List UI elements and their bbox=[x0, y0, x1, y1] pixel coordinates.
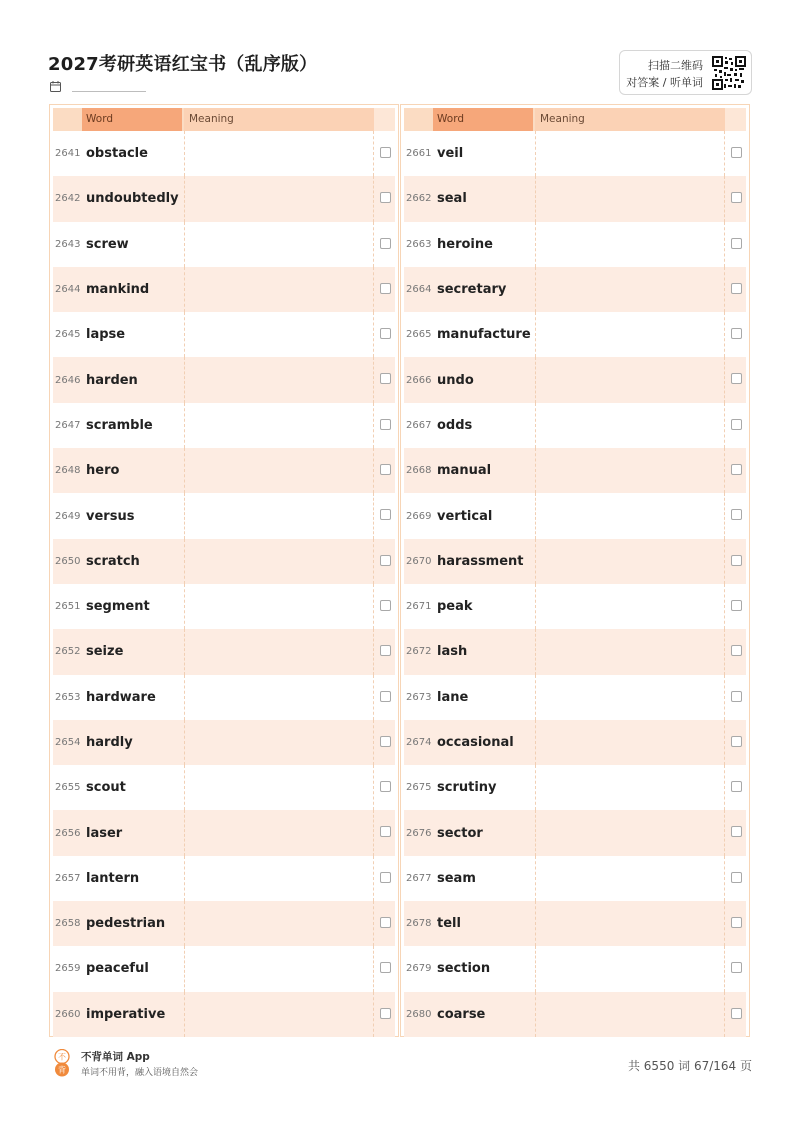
word-text: manual bbox=[437, 463, 492, 479]
word-number: 2665 bbox=[406, 329, 432, 341]
table-row bbox=[404, 267, 746, 312]
table-row bbox=[53, 810, 395, 855]
word-number: 2646 bbox=[55, 374, 81, 386]
header-number-cell bbox=[404, 108, 433, 131]
table-row bbox=[404, 901, 746, 946]
checkbox-icon[interactable] bbox=[380, 147, 391, 158]
word-number: 2673 bbox=[406, 691, 432, 703]
table-row bbox=[404, 675, 746, 720]
word-text: occasional bbox=[437, 735, 514, 750]
meaning-input[interactable] bbox=[184, 765, 374, 810]
checkbox-icon[interactable] bbox=[731, 509, 742, 520]
word-number: 2649 bbox=[55, 510, 81, 522]
table-row bbox=[404, 403, 746, 448]
table-row bbox=[53, 448, 395, 493]
checkbox-icon[interactable] bbox=[380, 917, 391, 928]
word-text: heroine bbox=[437, 236, 493, 252]
word-number: 2668 bbox=[406, 465, 432, 477]
checkbox-icon[interactable] bbox=[380, 1008, 391, 1019]
qr-answer-box[interactable] bbox=[619, 50, 752, 95]
word-number: 2658 bbox=[55, 918, 81, 930]
meaning-input[interactable] bbox=[535, 448, 725, 493]
meaning-input[interactable] bbox=[535, 720, 725, 765]
meaning-input[interactable] bbox=[184, 539, 374, 584]
meaning-input[interactable] bbox=[184, 810, 374, 855]
word-text: sector bbox=[437, 825, 483, 841]
meaning-input[interactable] bbox=[535, 856, 725, 901]
calendar-icon bbox=[50, 81, 61, 92]
svg-text:背: 背 bbox=[58, 1065, 66, 1075]
table-row bbox=[53, 675, 395, 720]
page-title: 2027考研英语红宝书（乱序版） bbox=[48, 54, 318, 75]
word-number: 2660 bbox=[55, 1008, 81, 1020]
word-text: seize bbox=[86, 644, 124, 660]
word-text: screw bbox=[86, 236, 129, 252]
word-number: 2670 bbox=[406, 555, 432, 567]
checkbox-icon[interactable] bbox=[731, 328, 742, 339]
word-text: imperative bbox=[86, 1006, 166, 1022]
word-number: 2650 bbox=[55, 555, 81, 567]
checkbox-icon[interactable] bbox=[380, 962, 391, 973]
meaning-input[interactable] bbox=[535, 493, 725, 538]
table-row bbox=[404, 584, 746, 629]
meaning-input[interactable] bbox=[184, 403, 374, 448]
header-word: Word bbox=[82, 108, 182, 131]
word-text: scout bbox=[86, 780, 126, 796]
word-text: vertical bbox=[437, 508, 493, 524]
word-number: 2656 bbox=[55, 827, 81, 839]
checkbox-icon[interactable] bbox=[731, 917, 742, 928]
header-meaning: Meaning bbox=[535, 108, 725, 131]
checkbox-icon[interactable] bbox=[380, 464, 391, 475]
table-row bbox=[404, 629, 746, 674]
meaning-input[interactable] bbox=[184, 312, 374, 357]
word-text: mankind bbox=[86, 282, 150, 298]
word-text: hero bbox=[86, 463, 120, 479]
meaning-input[interactable] bbox=[184, 856, 374, 901]
word-number: 2648 bbox=[55, 465, 81, 477]
checkbox-icon[interactable] bbox=[380, 509, 391, 520]
word-number: 2674 bbox=[406, 737, 432, 748]
table-row bbox=[53, 720, 395, 765]
word-number: 2654 bbox=[55, 737, 81, 748]
word-text: undo bbox=[437, 372, 474, 388]
word-number: 2645 bbox=[55, 329, 81, 341]
table-row bbox=[404, 539, 746, 584]
table-row bbox=[53, 629, 395, 674]
checkbox-icon[interactable] bbox=[731, 600, 742, 611]
checkbox-icon[interactable] bbox=[380, 283, 391, 294]
meaning-input[interactable] bbox=[184, 357, 374, 402]
meaning-input[interactable] bbox=[184, 901, 374, 946]
table-row bbox=[53, 992, 395, 1037]
table-row bbox=[53, 312, 395, 357]
word-number: 2655 bbox=[55, 782, 81, 794]
word-number: 2661 bbox=[406, 148, 432, 160]
footer-slogan: 单词不用背，融入语境自然会 bbox=[81, 1068, 199, 1078]
meaning-input[interactable] bbox=[184, 493, 374, 538]
meaning-input[interactable] bbox=[535, 901, 725, 946]
meaning-input[interactable] bbox=[184, 222, 374, 267]
checkbox-icon[interactable] bbox=[731, 192, 742, 203]
word-text: pedestrian bbox=[86, 916, 166, 932]
word-number: 2666 bbox=[406, 374, 432, 386]
checkbox-icon[interactable] bbox=[731, 781, 742, 792]
footer-app-name: 不背单词 App bbox=[81, 1051, 150, 1063]
table-row bbox=[53, 267, 395, 312]
word-number: 2644 bbox=[55, 284, 81, 296]
meaning-input[interactable] bbox=[184, 720, 374, 765]
table-row bbox=[404, 856, 746, 901]
meaning-input[interactable] bbox=[535, 312, 725, 357]
word-text: coarse bbox=[437, 1006, 486, 1022]
word-text: tell bbox=[437, 916, 461, 932]
meaning-input[interactable] bbox=[535, 267, 725, 312]
word-number: 2662 bbox=[406, 193, 432, 205]
word-table-left bbox=[49, 104, 399, 1037]
meaning-input[interactable] bbox=[184, 675, 374, 720]
table-row bbox=[404, 493, 746, 538]
table-row bbox=[53, 493, 395, 538]
word-text: obstacle bbox=[86, 146, 148, 162]
meaning-input[interactable] bbox=[535, 584, 725, 629]
checkbox-icon[interactable] bbox=[731, 373, 742, 384]
table-row bbox=[53, 901, 395, 946]
word-text: peak bbox=[437, 599, 473, 615]
word-number: 2677 bbox=[406, 872, 432, 884]
table-row bbox=[53, 765, 395, 810]
meaning-input[interactable] bbox=[535, 810, 725, 855]
table-row bbox=[404, 720, 746, 765]
word-number: 2664 bbox=[406, 284, 432, 296]
meaning-input[interactable] bbox=[184, 584, 374, 629]
table-row bbox=[53, 856, 395, 901]
meaning-input[interactable] bbox=[535, 675, 725, 720]
qr-caption-line2: 对答案 / 听单词 bbox=[626, 76, 703, 89]
qr-code-icon[interactable] bbox=[712, 56, 746, 90]
checkbox-icon[interactable] bbox=[731, 464, 742, 475]
word-text: seam bbox=[437, 870, 476, 886]
word-text: laser bbox=[86, 825, 123, 841]
checkbox-icon[interactable] bbox=[380, 238, 391, 249]
meaning-input[interactable] bbox=[184, 946, 374, 991]
checkbox-icon[interactable] bbox=[731, 419, 742, 430]
meaning-input[interactable] bbox=[535, 222, 725, 267]
word-text: harden bbox=[86, 372, 138, 388]
word-number: 2667 bbox=[406, 419, 432, 431]
word-number: 2653 bbox=[55, 691, 81, 703]
app-logo-icon bbox=[52, 1049, 72, 1077]
date-field[interactable] bbox=[50, 81, 146, 92]
qr-caption-line1: 扫描二维码 bbox=[648, 59, 703, 72]
word-number: 2679 bbox=[406, 963, 432, 975]
checkbox-icon[interactable] bbox=[731, 826, 742, 837]
header-number-cell bbox=[53, 108, 82, 131]
word-number: 2647 bbox=[55, 419, 81, 431]
checkbox-icon[interactable] bbox=[731, 555, 742, 566]
checkbox-icon[interactable] bbox=[731, 872, 742, 883]
word-number: 2659 bbox=[55, 963, 81, 975]
word-number: 2672 bbox=[406, 646, 432, 658]
word-text: veil bbox=[437, 146, 464, 162]
table-row bbox=[404, 946, 746, 991]
checkbox-icon[interactable] bbox=[380, 600, 391, 611]
checkbox-icon[interactable] bbox=[380, 645, 391, 656]
svg-text:不: 不 bbox=[58, 1052, 66, 1062]
table-row bbox=[404, 765, 746, 810]
meaning-input[interactable] bbox=[184, 629, 374, 674]
table-row bbox=[53, 403, 395, 448]
word-number: 2642 bbox=[55, 193, 81, 205]
meaning-input[interactable] bbox=[535, 946, 725, 991]
word-text: manufacture bbox=[437, 327, 531, 343]
word-text: lantern bbox=[86, 870, 140, 886]
qr-caption bbox=[626, 57, 703, 91]
header-check-cell bbox=[725, 108, 746, 131]
word-text: scratch bbox=[86, 553, 140, 569]
word-number: 2676 bbox=[406, 827, 432, 839]
checkbox-icon[interactable] bbox=[380, 555, 391, 566]
word-number: 2641 bbox=[55, 148, 81, 160]
checkbox-icon[interactable] bbox=[380, 781, 391, 792]
meaning-input[interactable] bbox=[184, 448, 374, 493]
table-row bbox=[53, 176, 395, 221]
word-number: 2663 bbox=[406, 238, 432, 250]
header-check-cell bbox=[374, 108, 395, 131]
word-number: 2678 bbox=[406, 918, 432, 930]
table-row bbox=[53, 357, 395, 402]
table-row bbox=[53, 946, 395, 991]
word-text: lash bbox=[437, 644, 468, 660]
table-row bbox=[404, 357, 746, 402]
meaning-input[interactable] bbox=[184, 131, 374, 176]
checkbox-icon[interactable] bbox=[380, 826, 391, 837]
word-table-right bbox=[400, 104, 750, 1037]
meaning-input[interactable] bbox=[535, 131, 725, 176]
word-number: 2669 bbox=[406, 510, 432, 522]
table-row bbox=[404, 810, 746, 855]
checkbox-icon[interactable] bbox=[731, 283, 742, 294]
meaning-input[interactable] bbox=[535, 992, 725, 1037]
checkbox-icon[interactable] bbox=[731, 691, 742, 702]
table-row bbox=[53, 539, 395, 584]
meaning-input[interactable] bbox=[535, 403, 725, 448]
checkbox-icon[interactable] bbox=[380, 192, 391, 203]
table-row bbox=[404, 312, 746, 357]
word-rows-left bbox=[53, 131, 395, 1037]
checkbox-icon[interactable] bbox=[731, 1008, 742, 1019]
word-number: 2671 bbox=[406, 601, 432, 613]
meaning-input[interactable] bbox=[184, 176, 374, 221]
page-info: 共 6550 词 67/164 页 bbox=[627, 1059, 752, 1073]
table-row bbox=[53, 222, 395, 267]
meaning-input[interactable] bbox=[184, 267, 374, 312]
word-text: scrutiny bbox=[437, 780, 497, 796]
table-row bbox=[404, 131, 746, 176]
meaning-input[interactable] bbox=[184, 992, 374, 1037]
word-text: harassment bbox=[437, 553, 524, 569]
checkbox-icon[interactable] bbox=[731, 238, 742, 249]
word-number: 2643 bbox=[55, 238, 81, 250]
word-text: lane bbox=[437, 689, 469, 705]
meaning-input[interactable] bbox=[535, 629, 725, 674]
table-row bbox=[404, 448, 746, 493]
checkbox-icon[interactable] bbox=[731, 645, 742, 656]
word-rows-right bbox=[404, 131, 746, 1037]
checkbox-icon[interactable] bbox=[380, 872, 391, 883]
word-text: seal bbox=[437, 191, 467, 207]
word-text: peaceful bbox=[86, 961, 149, 977]
word-number: 2675 bbox=[406, 782, 432, 794]
checkbox-icon[interactable] bbox=[380, 373, 391, 384]
table-header bbox=[404, 108, 746, 131]
word-text: lapse bbox=[86, 327, 126, 343]
meaning-input[interactable] bbox=[535, 357, 725, 402]
word-number: 2657 bbox=[55, 872, 81, 884]
word-text: secretary bbox=[437, 282, 507, 298]
header-word: Word bbox=[433, 108, 533, 131]
table-row bbox=[404, 176, 746, 221]
word-text: odds bbox=[437, 417, 473, 433]
word-text: section bbox=[437, 961, 491, 977]
checkbox-icon[interactable] bbox=[731, 962, 742, 973]
meaning-input[interactable] bbox=[535, 176, 725, 221]
checkbox-icon[interactable] bbox=[731, 736, 742, 747]
word-text: hardware bbox=[86, 689, 156, 705]
meaning-input[interactable] bbox=[535, 765, 725, 810]
checkbox-icon[interactable] bbox=[380, 419, 391, 430]
word-text: hardly bbox=[86, 735, 133, 750]
table-row bbox=[53, 131, 395, 176]
date-underline bbox=[72, 91, 146, 92]
table-row bbox=[53, 584, 395, 629]
checkbox-icon[interactable] bbox=[380, 736, 391, 747]
table-header bbox=[53, 108, 395, 131]
meaning-input[interactable] bbox=[535, 539, 725, 584]
word-text: segment bbox=[86, 599, 150, 615]
header-meaning: Meaning bbox=[184, 108, 374, 131]
table-row bbox=[404, 992, 746, 1037]
word-number: 2652 bbox=[55, 646, 81, 658]
word-text: versus bbox=[86, 508, 135, 524]
table-row bbox=[404, 222, 746, 267]
word-text: undoubtedly bbox=[86, 191, 179, 207]
checkbox-icon[interactable] bbox=[731, 147, 742, 158]
word-text: scramble bbox=[86, 417, 153, 433]
word-number: 2651 bbox=[55, 601, 81, 613]
word-number: 2680 bbox=[406, 1008, 432, 1020]
checkbox-icon[interactable] bbox=[380, 328, 391, 339]
checkbox-icon[interactable] bbox=[380, 691, 391, 702]
